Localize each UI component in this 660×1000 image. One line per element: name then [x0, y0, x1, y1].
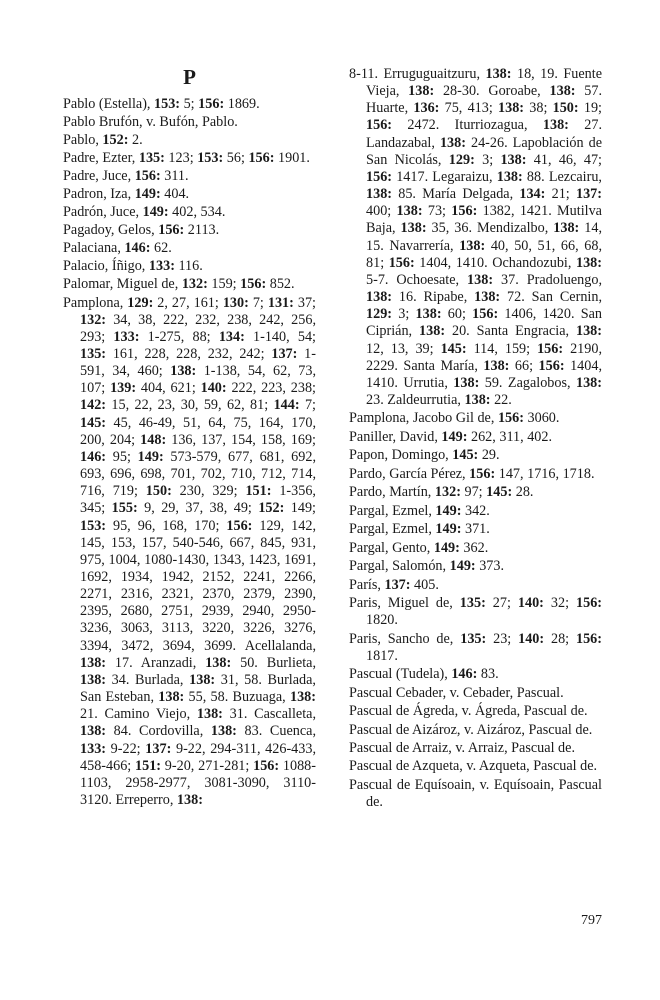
entry-text: 371. [461, 521, 490, 538]
volume-ref: 149: [449, 558, 476, 575]
index-entry [349, 521, 602, 538]
entry-text: Padre, Ezter, [63, 150, 139, 167]
volume-ref: 149: [134, 186, 161, 203]
page-number: 797 [581, 913, 602, 928]
entry-text: 23; [486, 630, 519, 647]
entry-text: Pargal, Gento, [349, 539, 434, 556]
entry-text: 1404, 1410. Ochandozubi, [414, 254, 576, 271]
volume-ref: 156: [537, 340, 564, 357]
index-entry [349, 429, 602, 446]
entry-text: Pablo Brufón, v. Bufón, Pablo. [63, 114, 238, 131]
index-entry [349, 484, 602, 501]
volume-ref: 138: [483, 357, 510, 374]
entry-text: 9-20, 271-281; [161, 757, 254, 774]
index-entry [349, 540, 602, 557]
volume-ref: 133: [80, 740, 107, 757]
volume-ref: 138: [575, 374, 602, 391]
entry-text: 35, 36. Mendizalbo, [426, 220, 554, 237]
entry-text: 57. Huarte, [366, 83, 603, 117]
volume-ref: 156: [366, 168, 393, 185]
index-entry [349, 758, 602, 775]
entry-text: 8-11. Erruguguaitzuru, [349, 66, 486, 82]
volume-ref: 149: [435, 502, 462, 519]
entry-text: 1406, 1420. San Ciprián, [366, 306, 602, 340]
entry-text: 21; [545, 186, 576, 203]
volume-ref: 138: [80, 723, 107, 740]
entry-text: 1869. [224, 96, 260, 112]
entry-text: 21. Camino Viejo, [80, 706, 197, 723]
volume-ref: 140: [517, 594, 544, 611]
entry-text: 1-140, 54; [244, 328, 316, 345]
index-entry [349, 685, 602, 702]
entry-text: 9-22, 294-311, 426-433, 458-466; [80, 740, 316, 774]
index-entry [63, 150, 316, 167]
index-entry [63, 276, 316, 293]
entry-text: 66; [509, 357, 539, 374]
volume-ref: 138: [80, 671, 107, 688]
volume-ref: 140: [518, 630, 545, 647]
entry-text: 2, 27, 161; [153, 294, 223, 311]
volume-ref: 135: [138, 150, 165, 167]
index-entry [63, 258, 316, 275]
volume-ref: 146: [80, 448, 107, 465]
volume-ref: 155: [111, 500, 138, 517]
index-entry [63, 222, 316, 239]
entry-text: 9-22; [106, 740, 146, 757]
entry-text: Paris, Miguel de, [349, 594, 460, 611]
entry-text: 55, 58. Buzuaga, [184, 689, 290, 706]
volume-ref: 145: [452, 447, 479, 464]
index-entry [63, 168, 316, 185]
volume-ref: 146: [124, 240, 151, 257]
entry-text: 129, 142, 145, 153, 157, 540-546, 667, 845, 931, 975, 1004, 1080-1430, 1343, 1423, 1691, 1692, 1934, 1942, 2152, 2241, 2266, 2271, 2316, 2321, 2370, 2379, 2390, 2395, 2680, 2751, 2939, 2940, 2950-3236, 3063, 3113, 3220, 3226, 3276, 3394, 3472, 3694, 3699. Acellalanda, [80, 517, 316, 654]
entry-text: Pablo (Estella), [63, 96, 155, 112]
entry-text: 1820. [366, 612, 398, 629]
entry-text: 45, 46-49, 51, 64, 75, 164, 170, 200, 204; [80, 414, 316, 448]
volume-ref: 156: [158, 222, 185, 239]
volume-ref: 135: [80, 345, 107, 362]
entry-text: Pascual de Aizároz, v. Aizároz, Pascual de. [349, 721, 593, 738]
entry-text: 97; [460, 484, 487, 501]
volume-ref: 150: [145, 483, 172, 500]
volume-ref: 156: [576, 594, 603, 611]
volume-ref: 138: [474, 289, 501, 306]
entry-text: 27; [485, 594, 518, 611]
entry-text: Pargal, Ezmel, [349, 521, 436, 538]
entry-text: 19; [578, 100, 602, 117]
volume-ref: 156: [388, 254, 415, 271]
volume-ref: 149: [433, 539, 460, 556]
entry-text: Pargal, Ezmel, [349, 502, 436, 519]
volume-ref: 138: [459, 237, 486, 254]
right-column [349, 66, 602, 813]
volume-ref: 135: [459, 594, 486, 611]
left-entry-list [63, 96, 316, 809]
entry-text: Pascual de Equísoain, v. Equísoain, Pascual de. [349, 776, 602, 811]
entry-text: 9, 29, 37, 38, 49; [137, 500, 259, 517]
entry-text: Padre, Juce, [63, 168, 135, 185]
volume-ref: 149: [441, 428, 468, 445]
entry-text: 18, 19. Fuente Vieja, [366, 66, 602, 100]
entry-text: 161, 228, 228, 232, 242; [106, 345, 272, 362]
entry-text: Pargal, Salomón, [349, 558, 450, 575]
entry-text: 1-138, 54, 62, 73, 107; [80, 363, 316, 397]
entry-text: 16. Ripabe, [392, 289, 475, 306]
entry-text: Papon, Domingo, [349, 447, 453, 464]
index-entry [349, 740, 602, 757]
entry-text: 1-275, 88; [139, 328, 219, 345]
index-entry [349, 466, 602, 483]
entry-text: Palaciana, [63, 240, 125, 257]
volume-ref: 156: [198, 96, 225, 112]
volume-ref: 145: [80, 414, 107, 431]
entry-text: 1901. [274, 150, 310, 167]
volume-ref: 152: [258, 500, 285, 517]
index-entry [63, 204, 316, 221]
entry-text: Pascual de Ágreda, v. Ágreda, Pascual de. [349, 703, 588, 720]
volume-ref: 138: [542, 117, 569, 134]
volume-ref: 136: [413, 100, 440, 117]
entry-text: 149; [284, 500, 316, 517]
entry-text: 147, 1716, 1718. [495, 465, 595, 482]
volume-ref: 137: [384, 576, 411, 593]
index-entry [349, 410, 602, 427]
entry-text: 1-356, 345; [80, 483, 316, 517]
volume-ref: 131: [267, 294, 294, 311]
entry-text: 50. Burlieta, [231, 654, 316, 671]
entry-text: 38; [524, 100, 553, 117]
entry-text: 2113. [184, 222, 220, 239]
volume-ref: 138: [158, 689, 185, 706]
volume-ref: 135: [460, 630, 487, 647]
entry-text: 373. [475, 558, 505, 575]
volume-ref: 138: [419, 323, 446, 340]
volume-ref: 153: [80, 517, 107, 534]
volume-ref: 138: [498, 100, 525, 117]
entry-text: 404. [160, 186, 190, 203]
entry-text: Pascual de Arraiz, v. Arraiz, Pascual de. [349, 739, 575, 756]
entry-text: 31. Cascalleta, [222, 706, 316, 723]
entry-text: Pascual (Tudela), [349, 666, 452, 683]
entry-text: 222, 223, 238; [226, 380, 316, 397]
entry-text: 20. Santa Engracia, [445, 323, 576, 340]
entry-text: 7; [299, 397, 316, 414]
volume-ref: 138: [170, 363, 197, 380]
volume-ref: 156: [575, 630, 602, 647]
volume-ref: 138: [467, 271, 494, 288]
entry-text: 5-7. Ochoesate, [366, 271, 468, 288]
volume-ref: 138: [453, 374, 480, 391]
volume-ref: 150: [552, 100, 579, 117]
entry-text: 362. [459, 539, 489, 556]
entry-text: Pardo, Martín, [349, 484, 435, 501]
entry-text: 116. [174, 258, 203, 275]
entry-text: 404, 621; [136, 380, 201, 397]
index-entry [349, 503, 602, 520]
index-entry [63, 132, 316, 149]
entry-text: Pablo, [63, 132, 103, 149]
volume-ref: 138: [176, 792, 203, 809]
volume-ref: 156: [538, 357, 565, 374]
index-entry [63, 240, 316, 257]
entry-text: Pardo, García Pérez, [349, 465, 470, 482]
entry-text: 405. [410, 576, 439, 593]
entry-text: 2190, 2229. Santa María, [366, 340, 602, 374]
entry-text: 1-591, 34, 460; [80, 345, 316, 380]
entry-text: 1382, 1421. Mutilva Baja, [366, 203, 602, 237]
volume-ref: 138: [400, 220, 427, 237]
entry-text: 56; [223, 150, 249, 167]
volume-ref: 138: [553, 220, 580, 237]
entry-text: París, [349, 576, 385, 593]
volume-ref: 138: [496, 168, 523, 185]
volume-ref: 145: [440, 340, 467, 357]
volume-ref: 138: [575, 254, 602, 271]
entry-text: 1417. Legaraizu, [392, 168, 497, 185]
entry-text: 23. Zaldeurrutia, [366, 391, 465, 408]
entry-text: 85. María Delgada, [392, 186, 520, 203]
entry-text: 88. Lezcairu, [522, 168, 602, 185]
volume-ref: 133: [148, 258, 175, 275]
volume-ref: 129: [127, 294, 154, 311]
volume-ref: 137: [145, 740, 172, 757]
entry-text: 83. [477, 666, 499, 683]
entry-text: 114, 159; [466, 340, 538, 357]
volume-ref: 149: [435, 521, 462, 538]
volume-ref: 132: [80, 311, 107, 328]
entry-text: Pascual de Azqueta, v. Azqueta, Pascual de. [349, 758, 598, 775]
index-entry [349, 558, 602, 575]
entry-text: Paris, Sancho de, [349, 630, 461, 647]
index-entry [349, 703, 602, 720]
volume-ref: 144: [273, 397, 300, 414]
volume-ref: 132: [434, 484, 461, 501]
volume-ref: 138: [439, 134, 466, 151]
volume-ref: 138: [210, 723, 237, 740]
index-entry [63, 114, 316, 131]
volume-ref: 138: [408, 83, 435, 100]
volume-ref: 137: [271, 345, 298, 362]
volume-ref: 140: [200, 380, 227, 397]
entry-text: 62. [150, 240, 172, 257]
volume-ref: 138: [366, 289, 393, 306]
volume-ref: 153: [154, 96, 181, 112]
entry-text: 75, 413; [439, 100, 499, 117]
volume-ref: 156: [451, 203, 478, 220]
entry-text: 311. [160, 168, 189, 185]
entry-text: 95, 96, 168, 170; [106, 517, 227, 534]
entry-text: 95; [106, 448, 138, 465]
entry-text: 73; [422, 203, 452, 220]
volume-ref: 138: [205, 654, 232, 671]
volume-ref: 156: [253, 757, 280, 774]
volume-ref: 152: [102, 132, 129, 149]
volume-ref: 148: [140, 431, 167, 448]
volume-ref: 138: [80, 654, 107, 671]
volume-ref: 137: [575, 186, 602, 203]
volume-ref: 156: [248, 150, 275, 167]
volume-ref: 138: [500, 151, 527, 168]
entry-text: 28; [544, 630, 576, 647]
volume-ref: 138: [189, 671, 216, 688]
entry-text: 40, 50, 51, 66, 68, 81; [366, 237, 602, 271]
volume-ref: 156: [472, 306, 499, 323]
entry-text: 230, 329; [171, 483, 246, 500]
entry-text: Padrón, Juce, [63, 204, 143, 221]
entry-text: 3; [392, 306, 416, 323]
index-entry [349, 447, 602, 464]
volume-ref: 138: [485, 66, 512, 82]
entry-text: 136, 137, 154, 158, 169; [166, 431, 316, 448]
volume-ref: 138: [396, 203, 423, 220]
entry-text: 84. Cordovilla, [106, 723, 211, 740]
entry-text: 34, 38, 222, 232, 238, 242, 256, 293; [80, 311, 316, 345]
volume-ref: 134: [218, 328, 245, 345]
entry-text: 83. Cuenca, [236, 723, 316, 740]
entry-text: 17. Aranzadi, [106, 654, 206, 671]
entry-text: Pamplona, Jacobo Gil de, [349, 410, 498, 427]
entry-text: 14, 15. Navarrería, [366, 220, 602, 254]
volume-ref: 146: [451, 666, 478, 683]
volume-ref: 130: [222, 294, 249, 311]
entry-text: 402, 534. [168, 204, 226, 221]
entry-text: 342. [461, 502, 490, 519]
volume-ref: 134: [519, 186, 546, 203]
entry-text: 1817. [366, 647, 398, 664]
entry-text: 5; [180, 96, 199, 112]
volume-ref: 149: [137, 448, 164, 465]
volume-ref: 138: [549, 83, 576, 100]
entry-text: 3; [474, 151, 501, 168]
volume-ref: 129: [448, 151, 475, 168]
entry-text: 24-26. Lapoblación de San Nicolás, [366, 134, 602, 168]
entry-text: 28. [512, 484, 534, 501]
entry-text: 2. [128, 132, 143, 149]
index-entry [349, 595, 602, 629]
index-entry [349, 631, 602, 665]
volume-ref: 153: [197, 150, 224, 167]
entry-text: Palacio, Íñigo, [63, 258, 149, 275]
entry-text: Padron, Iza, [63, 186, 135, 203]
entry-text: 31, 58. Burlada, San Esteban, [80, 671, 316, 706]
index-entry [349, 777, 602, 811]
entry-text: 15, 22, 23, 30, 59, 62, 81; [106, 397, 274, 414]
entry-text: 12, 13, 39; [366, 340, 441, 357]
volume-ref: 151: [135, 757, 162, 774]
volume-ref: 138: [196, 706, 223, 723]
entry-text: 29. [478, 447, 500, 464]
entry-text: Pagadoy, Gelos, [63, 222, 159, 239]
entry-text: 37; [293, 294, 316, 311]
entry-text: 41, 46, 47; [526, 151, 602, 168]
volume-ref: 156: [226, 517, 253, 534]
entry-text: 400; [366, 203, 397, 220]
entry-text: 7; [248, 294, 268, 311]
entry-text: Paniller, David, [349, 428, 442, 445]
entry-text: 262, 311, 402. [467, 428, 553, 445]
volume-ref: 138: [366, 186, 393, 203]
entry-text: 59. Zagalobos, [479, 374, 576, 391]
right-entry-list [349, 66, 602, 811]
volume-ref: 156: [134, 168, 161, 185]
entry-text: 72. San Cernin, [500, 289, 602, 306]
volume-ref: 132: [181, 276, 208, 293]
volume-ref: 138: [575, 323, 602, 340]
volume-ref: 138: [289, 689, 316, 706]
entry-text: 3060. [523, 410, 560, 427]
volume-ref: 145: [486, 484, 513, 501]
entry-text: 27. Landazabal, [366, 117, 602, 151]
index-entry [349, 577, 602, 594]
entry-text: Palomar, Miguel de, [63, 276, 182, 293]
entry-text: 32; [543, 594, 576, 611]
volume-ref: 151: [245, 483, 272, 500]
volume-ref: 156: [366, 117, 393, 134]
entry-text: 2472. Iturriozagua, [392, 117, 543, 134]
volume-ref: 156: [497, 410, 524, 427]
volume-ref: 156: [240, 276, 267, 293]
volume-ref: 156: [469, 465, 496, 482]
index-entry [349, 722, 602, 739]
volume-ref: 138: [464, 391, 491, 408]
section-letter: P [183, 65, 196, 89]
entry-text: Pascual Cebader, v. Cebader, Pascual. [349, 684, 564, 701]
index-entry [63, 295, 316, 810]
volume-ref: 138: [415, 306, 442, 323]
volume-ref: 133: [113, 328, 140, 345]
entry-text: 60; [441, 306, 473, 323]
entry-text: 159; [207, 276, 241, 293]
volume-ref: 149: [142, 204, 169, 221]
entry-text: Pamplona, [63, 294, 128, 311]
index-entry [349, 66, 602, 409]
entry-text: 1404, 1410. Urrutia, [366, 357, 602, 391]
entry-text: 1088-1103, 2958-2977, 3081-3090, 3110-3120. Erreperro, [80, 757, 316, 809]
volume-ref: 129: [366, 306, 393, 323]
left-column [63, 64, 316, 810]
volume-ref: 142: [80, 397, 107, 414]
entry-text: 34. Burlada, [106, 671, 190, 688]
index-entry [63, 96, 316, 113]
entry-text: 28-30. Goroabe, [434, 83, 550, 100]
entry-text: 852. [266, 276, 295, 293]
volume-ref: 139: [110, 380, 137, 397]
entry-text: 22. [490, 391, 512, 408]
index-entry [349, 666, 602, 683]
entry-text: 37. Pradoluengo, [493, 271, 603, 288]
index-entry [63, 186, 316, 203]
entry-text: 573-579, 677, 681, 692, 693, 696, 698, 701, 702, 710, 712, 714, 716, 719; [80, 448, 316, 500]
entry-text: 123; [164, 150, 198, 167]
